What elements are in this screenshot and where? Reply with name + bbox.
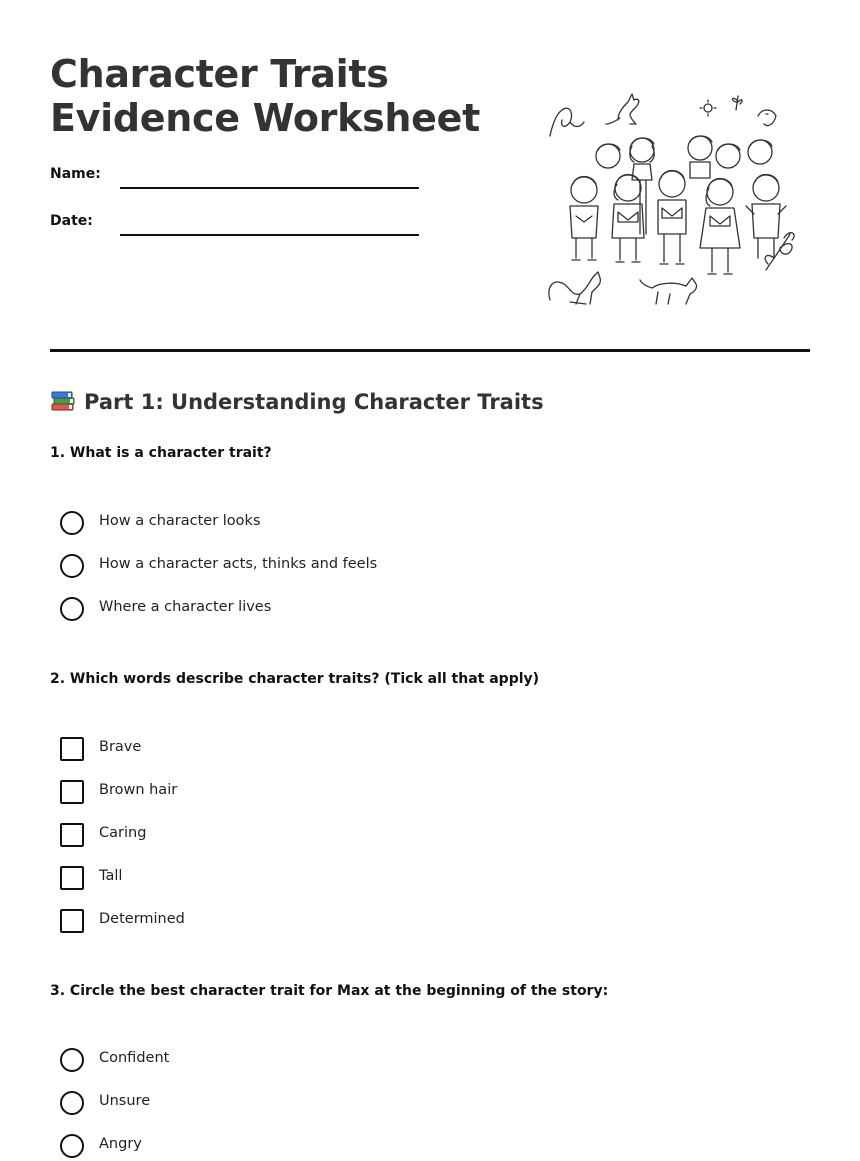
children-reading-illustration bbox=[540, 88, 800, 314]
name-label: Name: bbox=[50, 166, 101, 182]
radio-button[interactable] bbox=[60, 554, 84, 578]
option-label: Angry bbox=[99, 1136, 142, 1152]
radio-button[interactable] bbox=[60, 1091, 84, 1115]
radio-button[interactable] bbox=[60, 1048, 84, 1072]
q1-option-1[interactable] bbox=[60, 511, 560, 537]
q3-option-3[interactable] bbox=[60, 1134, 560, 1160]
title-line-1: Character Traits bbox=[50, 52, 389, 96]
title-line-2: Evidence Worksheet bbox=[50, 96, 480, 140]
q3-option-1[interactable] bbox=[60, 1048, 560, 1074]
question-1: 1. What is a character trait? bbox=[50, 445, 272, 461]
date-field[interactable] bbox=[50, 213, 420, 243]
q1-option-2[interactable] bbox=[60, 554, 560, 580]
date-label: Date: bbox=[50, 213, 93, 229]
radio-button[interactable] bbox=[60, 511, 84, 535]
checkbox[interactable] bbox=[60, 909, 84, 933]
checkbox[interactable] bbox=[60, 823, 84, 847]
option-label: Tall bbox=[99, 868, 123, 884]
option-label: How a character acts, thinks and feels bbox=[99, 556, 378, 572]
part1-title bbox=[50, 389, 544, 414]
option-label: Confident bbox=[99, 1050, 170, 1066]
q1-option-3[interactable] bbox=[60, 597, 560, 623]
q2-option-4[interactable] bbox=[60, 866, 560, 892]
q3-option-2[interactable] bbox=[60, 1091, 560, 1117]
books-icon bbox=[50, 389, 76, 413]
option-label: Brave bbox=[99, 739, 142, 755]
option-label: How a character looks bbox=[99, 513, 261, 529]
q2-option-1[interactable] bbox=[60, 737, 560, 763]
question-2: 2. Which words describe character traits? (Tick all that apply) bbox=[50, 671, 540, 687]
checkbox[interactable] bbox=[60, 866, 84, 890]
name-line[interactable] bbox=[120, 187, 419, 189]
option-label: Caring bbox=[99, 825, 147, 841]
radio-button[interactable] bbox=[60, 597, 84, 621]
radio-button[interactable] bbox=[60, 1134, 84, 1158]
name-field[interactable] bbox=[50, 166, 420, 196]
header-divider bbox=[50, 349, 810, 352]
option-label: Brown hair bbox=[99, 782, 178, 798]
worksheet-title bbox=[50, 52, 480, 140]
checkbox[interactable] bbox=[60, 737, 84, 761]
option-label: Determined bbox=[99, 911, 185, 927]
q2-option-3[interactable] bbox=[60, 823, 560, 849]
part1-title-text: Part 1: Understanding Character Traits bbox=[84, 390, 544, 414]
q2-option-5[interactable] bbox=[60, 909, 560, 935]
option-label: Unsure bbox=[99, 1093, 151, 1109]
q2-option-2[interactable] bbox=[60, 780, 560, 806]
date-line[interactable] bbox=[120, 234, 419, 236]
question-3: 3. Circle the best character trait for Max at the beginning of the story: bbox=[50, 983, 609, 999]
option-label: Where a character lives bbox=[99, 599, 272, 615]
checkbox[interactable] bbox=[60, 780, 84, 804]
